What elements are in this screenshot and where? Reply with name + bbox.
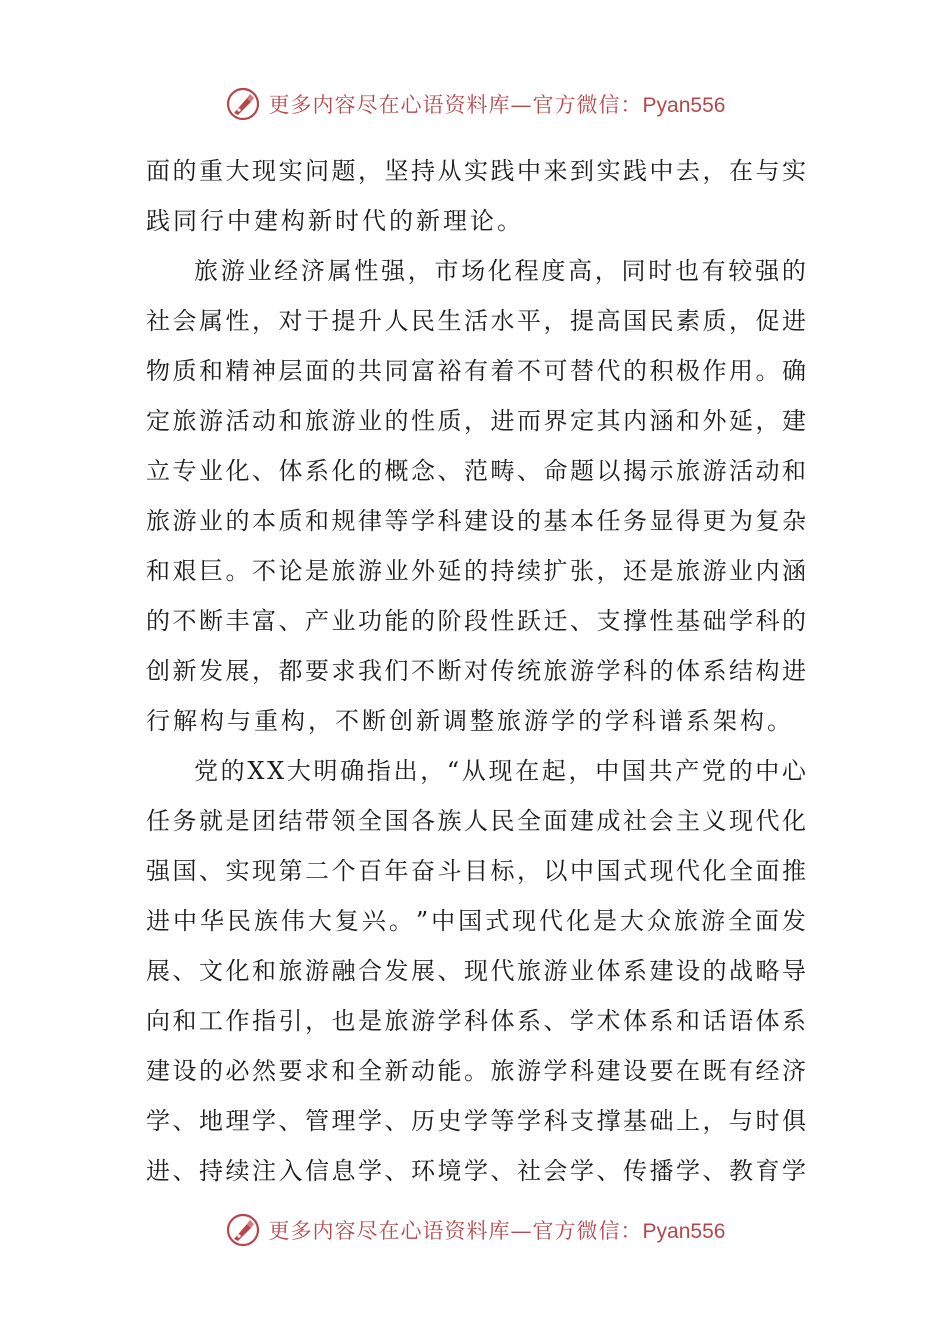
- text-line: 进 、 持 续 注 入 信 息 学 、 环 境 学 、 社 会 学 、 传 播 学 、 教 育 学: [146, 1157, 806, 1185]
- text-line: 的 不 断 丰 富 、 产 业 功 能 的 阶 段 性 跃 迁 、 支 撑 性 基 础 学 科 的: [146, 607, 806, 635]
- pen-nib-seal-icon: [225, 86, 261, 122]
- watermark-banner-top: [0, 80, 950, 128]
- watermark-banner-bottom: [0, 1206, 950, 1254]
- text-line: 旅 游 业 经 济 属 性 强 ， 市 场 化 程 度 高 ， 同 时 也 有 较 强 的: [194, 257, 806, 285]
- text-line: 面 的 重 大 现 实 问 题 ， 坚 持 从 实 践 中 来 到 实 践 中 去 ， 在 与 实: [146, 157, 806, 185]
- document-body: [146, 146, 806, 1196]
- text-line: 行解构与重构，不断创新调整旅游学的学科谱系架构。: [146, 707, 794, 735]
- text-line: 创 新 发 展 ， 都 要 求 我 们 不 断 对 传 统 旅 游 学 科 的 体 系 结 构 进: [146, 657, 806, 685]
- pen-nib-seal-icon: [225, 1212, 261, 1248]
- watermark-text: 更多内容尽在心语资料库—官方微信：Pyan556: [268, 1219, 726, 1243]
- text-line: 和 艰 巨 。 不 论 是 旅 游 业 外 延 的 持 续 扩 张 ， 还 是 旅 游 业 内 涵: [146, 557, 806, 585]
- text-line: 旅 游 业 的 本 质 和 规 律 等 学 科 建 设 的 基 本 任 务 显 得 更 为 复 杂: [146, 507, 806, 535]
- text-line: 践同行中建构新时代的新理论。: [146, 207, 524, 235]
- text-line: 定 旅 游 活 动 和 旅 游 业 的 性 质 ， 进 而 界 定 其 内 涵 和 外 延 ， 建: [146, 407, 806, 435]
- text-line: 任 务 就 是 团 结 带 领 全 国 各 族 人 民 全 面 建 成 社 会 主 义 现 代 化: [146, 807, 806, 835]
- text-line: 学 、 地 理 学 、 管 理 学 、 历 史 学 等 学 科 支 撑 基 础 上 ， 与 时 俱: [146, 1107, 806, 1135]
- text-line: 建 设 的 必 然 要 求 和 全 新 动 能 。 旅 游 学 科 建 设 要 在 既 有 经 济: [146, 1057, 806, 1085]
- text-line: 党 的 X X 大 明 确 指 出 ， “ 从 现 在 起 ， 中 国 共 产 党 的 中 心: [194, 757, 806, 785]
- text-line: 向 和 工 作 指 引 ， 也 是 旅 游 学 科 体 系 、 学 术 体 系 和 话 语 体 系: [146, 1007, 806, 1035]
- watermark-text: 更多内容尽在心语资料库—官方微信：Pyan556: [268, 93, 726, 117]
- text-line: 立 专 业 化 、 体 系 化 的 概 念 、 范 畴 、 命 题 以 揭 示 旅 游 活 动 和: [146, 457, 806, 485]
- text-line: 强 国 、 实 现 第 二 个 百 年 奋 斗 目 标 ， 以 中 国 式 现 代 化 全 面 推: [146, 857, 806, 885]
- text-line: 展 、 文 化 和 旅 游 融 合 发 展 、 现 代 旅 游 业 体 系 建 设 的 战 略 导: [146, 957, 806, 985]
- text-line: 社 会 属 性 ， 对 于 提 升 人 民 生 活 水 平 ， 提 高 国 民 素 质 ， 促 进: [146, 307, 806, 335]
- text-line: 进 中 华 民 族 伟 大 复 兴 。 ” 中 国 式 现 代 化 是 大 众 旅 游 全 面 发: [146, 907, 806, 935]
- text-line: 物 质 和 精 神 层 面 的 共 同 富 裕 有 着 不 可 替 代 的 积 极 作 用 。 确: [146, 357, 806, 385]
